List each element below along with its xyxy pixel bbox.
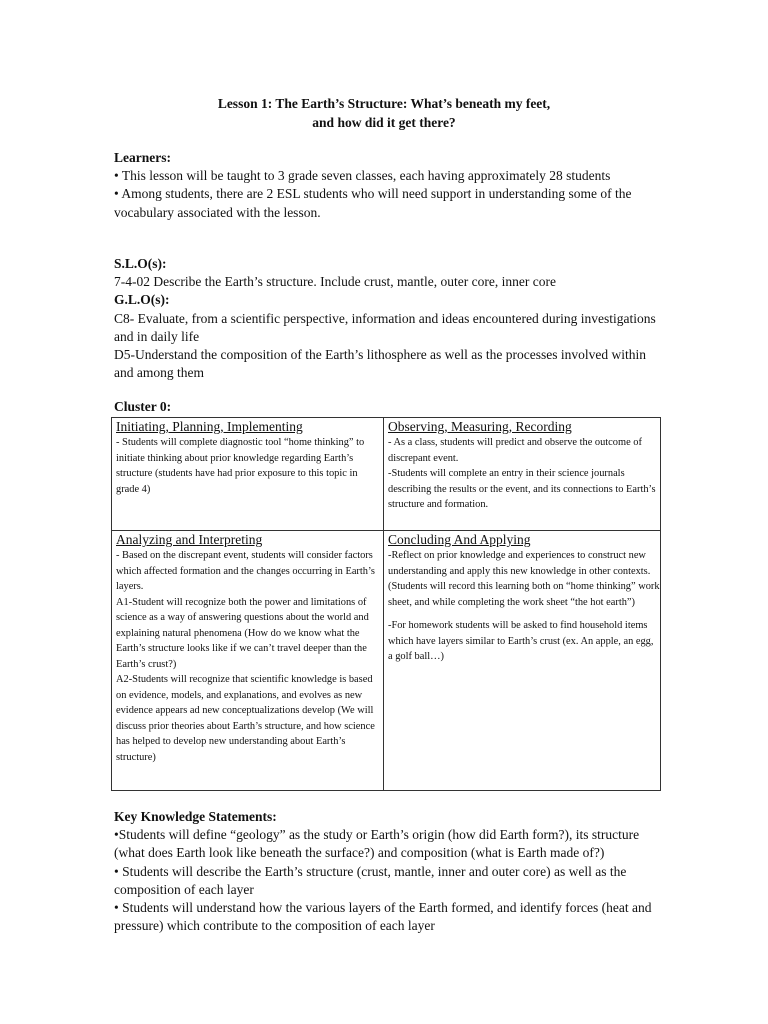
cell-paragraph: - Students will complete diagnostic tool “home thinking” to initiate thinking about prior knowledge regarding Earth’s structure (students have had prior exposure to this topic in grade 4) — [116, 437, 365, 495]
learners-item: • Among students, there are 2 ESL students who will need support in understanding some of the vocabulary associated with the lesson. — [114, 186, 632, 220]
learners-item: • This lesson will be taught to 3 grade seven classes, each having approximately 28 students — [114, 168, 611, 184]
knowledge-heading: Key Knowledge Statements: — [114, 809, 277, 824]
outcomes-section — [114, 255, 664, 382]
glo-item: D5-Understand the composition of the Earth’s lithosphere as well as the processes involved within and among them — [114, 347, 647, 381]
glo-heading: G.L.O(s): — [114, 292, 170, 308]
cell-paragraph: -Reflect on prior knowledge and experiences to construct new understanding and apply this new knowledge in other contexts. (Students will record this learning both on “home thinking” work sheet, and while completing the work sheet “the hot earth”) — [388, 550, 660, 608]
cluster-section — [114, 398, 664, 416]
cell-concluding — [384, 531, 661, 791]
cell-paragraph: - Based on the discrepant event, students will consider factors which affected formation and the changes occurring in Earth’s layers. — [116, 550, 375, 592]
table-row — [112, 418, 661, 531]
table-row — [112, 531, 661, 791]
slo-text: 7-4-02 Describe the Earth’s structure. Include crust, mantle, outer core, inner core — [114, 274, 556, 290]
cell-paragraph: - As a class, students will predict and observe the outcome of discrepant event. — [388, 437, 642, 464]
learners-heading: Learners: — [114, 150, 171, 165]
cell-title: Observing, Measuring, Recording — [388, 419, 572, 434]
cell-title: Concluding And Applying — [388, 532, 531, 547]
cluster-table — [111, 417, 661, 791]
learners-section — [114, 149, 664, 222]
cell-body — [116, 435, 383, 497]
cell-paragraph: A1-Student will recognize both the power and limitations of science as a way of answering questions about the world and explaining natural phenomena (How do we know what the Earth’s structure looks like if we can’t travel deeper than the Earth’s crust?) — [116, 596, 369, 670]
cell-title: Initiating, Planning, Implementing — [116, 419, 303, 434]
cell-body — [388, 548, 660, 665]
cell-body — [388, 435, 660, 513]
title-line-1: Lesson 1: The Earth’s Structure: What’s beneath my feet, — [217, 96, 551, 111]
title-line-2: and how did it get there? — [312, 115, 456, 130]
cell-paragraph: A2-Students will recognize that scientific knowledge is based on evidence, models, and explanations, and evolves as new evidence appears ad new conceptualizations develop (We will discuss prior theories about Earth’s structure, and how science has helped to develop new understanding about Earth’s structure) — [116, 674, 375, 763]
paragraph-gap — [388, 610, 660, 618]
slo-heading: S.L.O(s): — [114, 256, 167, 271]
cell-title: Analyzing and Interpreting — [116, 532, 263, 547]
knowledge-item: • Students will describe the Earth’s structure (crust, mantle, inner and outer core) as well as the composition of each layer — [114, 863, 627, 897]
knowledge-item: •Students will define “geology” as the study or Earth’s origin (how did Earth form?), its structure (what does Earth look like beneath the surface?) and composition (what is Earth made of?) — [114, 827, 640, 861]
cluster-heading: Cluster 0: — [114, 399, 172, 414]
knowledge-item: • Students will understand how the various layers of the Earth formed, and identify forces (heat and pressure) which contribute to the composition of each layer — [114, 900, 652, 934]
knowledge-section — [114, 808, 664, 935]
cell-body — [116, 548, 383, 765]
cell-analyzing — [112, 531, 384, 791]
cell-initiating — [112, 418, 384, 531]
cell-paragraph: -For homework students will be asked to find household items which have layers similar to Earth’s crust (ex. An apple, an egg, a golf ball…) — [388, 620, 654, 662]
cell-paragraph: -Students will complete an entry in their science journals describing the results or the event, and its connections to Earth’s structure and formation. — [388, 468, 656, 510]
lesson-title — [0, 94, 768, 132]
glo-item: C8- Evaluate, from a scientific perspective, information and ideas encountered during investigations and in daily life — [114, 310, 656, 344]
cell-observing — [384, 418, 661, 531]
